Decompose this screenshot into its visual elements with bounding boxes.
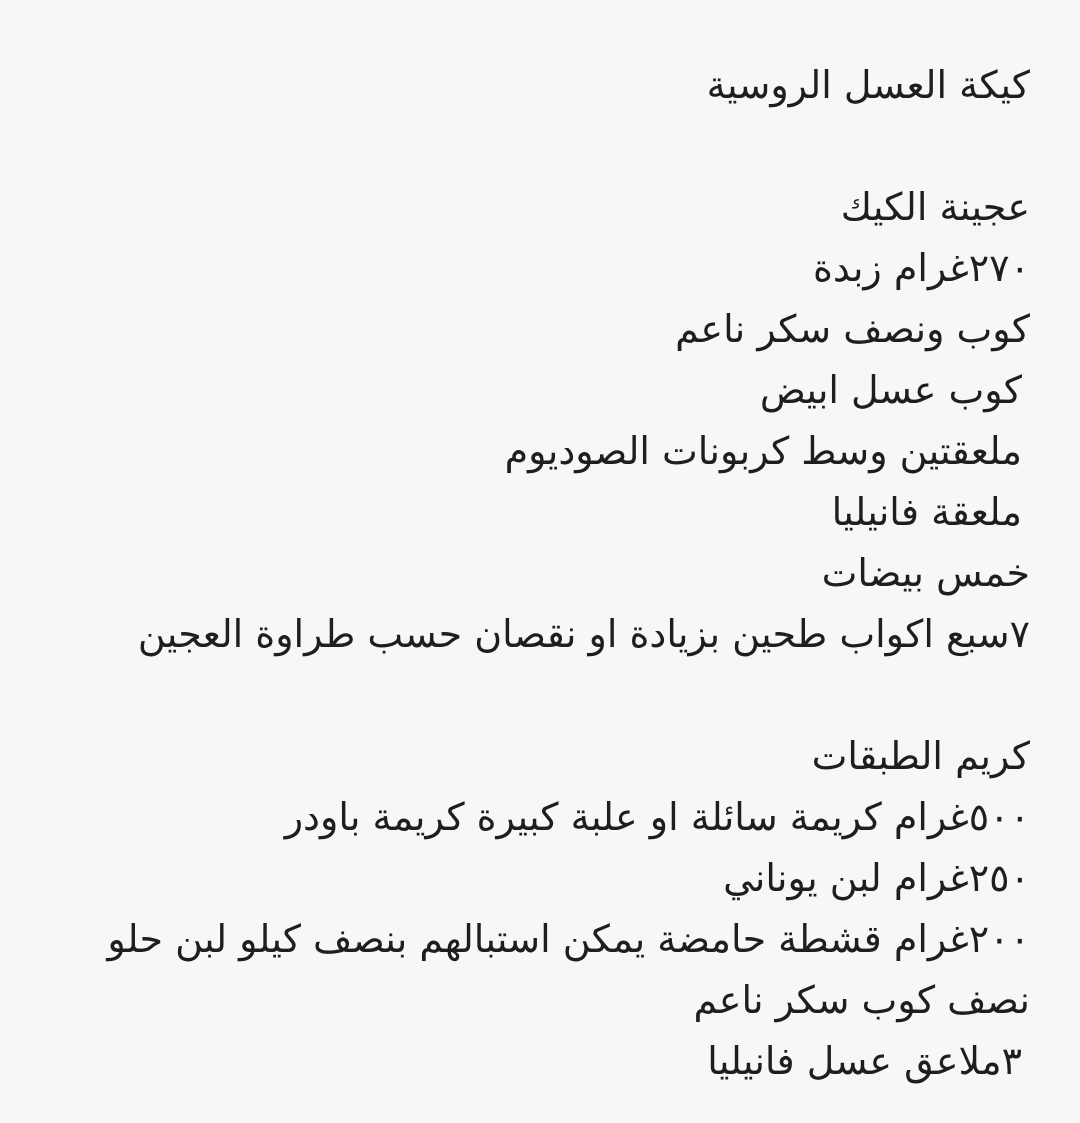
spacer (40, 665, 1030, 726)
ingredient-line: خمس بيضات (821, 551, 1030, 595)
recipe-text (40, 55, 1030, 1092)
ingredient-line: ملعقتين وسط كربونات الصوديوم (504, 429, 1022, 473)
ingredient-line: كوب ونصف سكر ناعم (675, 307, 1030, 351)
ingredient-line: ٢٠٠غرام قشطة حامضة يمكن استبالهم بنصف كيلو لبن حلو (107, 917, 1030, 961)
ingredient-line: ٧سبع اكواب طحين بزيادة او نقصان حسب طراوة العجين (137, 612, 1030, 656)
ingredient-line: ٣ملاعق عسل فانيليا (707, 1039, 1022, 1083)
ingredient-line: ٢٧٠غرام زبدة (812, 246, 1030, 290)
spacer (40, 116, 1030, 177)
layer-cream-heading: كريم الطبقات (811, 734, 1030, 778)
ingredient-line: كوب عسل ابيض (759, 368, 1022, 412)
cake-dough-heading: عجينة الكيك (840, 185, 1030, 229)
recipe-title: كيكة العسل الروسية (706, 63, 1030, 107)
ingredient-line: ٥٠٠غرام كريمة سائلة او علبة كبيرة كريمة باودر (284, 795, 1030, 839)
ingredient-line: ملعقة فانيليا (831, 490, 1022, 534)
ingredient-line: ٢٥٠غرام لبن يوناني (723, 856, 1030, 900)
ingredient-line: نصف كوب سكر ناعم (693, 978, 1030, 1022)
